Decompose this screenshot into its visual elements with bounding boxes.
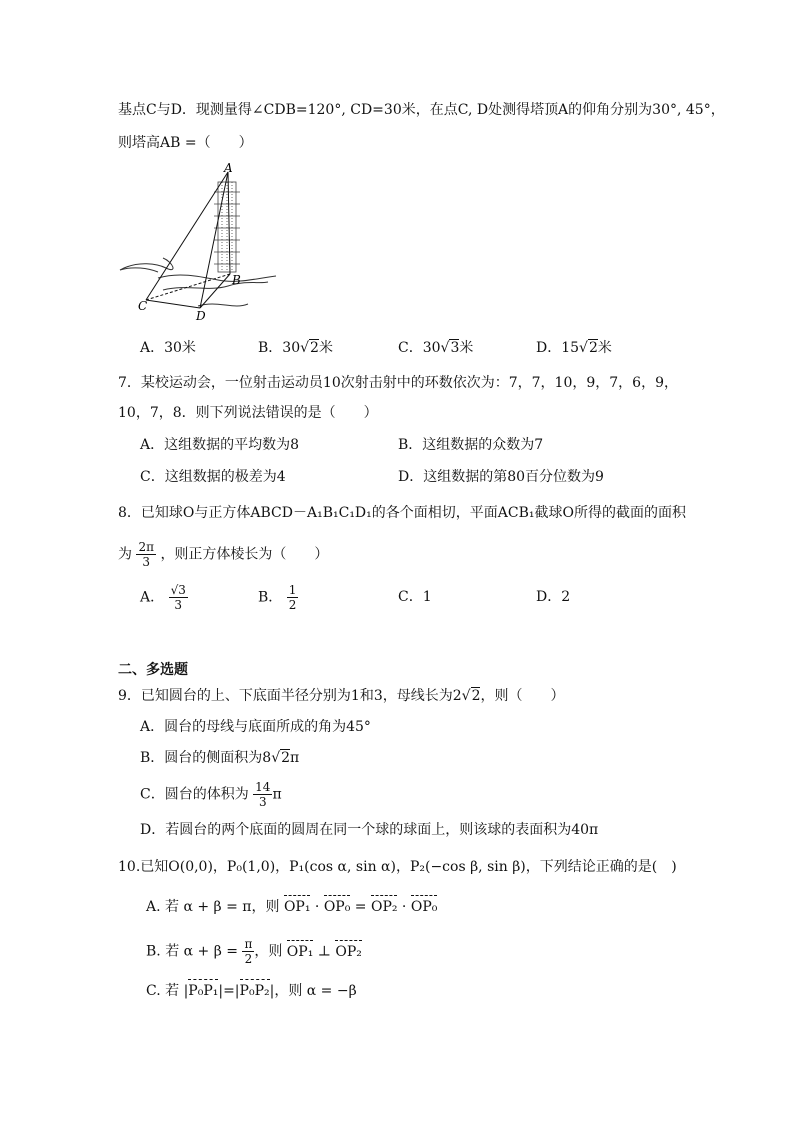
pagoda-geometry-figure xyxy=(118,160,278,325)
q7-line1: 7．某校运动会，一位射击运动员10次射击射中的环数依次为：7，7，10，9，7，6，9， xyxy=(118,375,678,391)
section-heading-multiple-choice: 二、多选题 xyxy=(118,662,188,678)
label-B: B xyxy=(232,273,241,287)
q6-option-a[interactable]: A．30米 xyxy=(140,340,196,356)
q9-option-a[interactable]: A．圆台的母线与底面所成的角为45° xyxy=(140,719,371,735)
q6-line1: 基点C与D．现测量得∠CDB=120°, CD=30米，在点C, D处测得塔顶A的仰角分别为30°, 45°， xyxy=(118,102,725,118)
q8-option-a[interactable]: A． $\frac{√3}{3}$ xyxy=(140,583,186,612)
q8-option-b[interactable]: B． $\frac{1}{2}$ xyxy=(258,583,297,612)
q6-option-b[interactable]: B．30√2米 xyxy=(258,340,333,356)
q7-option-a[interactable]: A．这组数据的平均数为8 xyxy=(140,437,300,453)
q6-option-d[interactable]: D．15√2米 xyxy=(536,340,612,356)
pagoda-drawing xyxy=(214,182,240,272)
q9-option-b[interactable]: B．圆台的侧面积为8√2π xyxy=(140,750,300,766)
q9-line1: 9．已知圆台的上、下底面半径分别为1和3，母线长为2√2，则（ ） xyxy=(118,688,565,704)
q9-option-d[interactable]: D．若圆台的两个底面的圆周在同一个球的球面上，则该球的表面积为40π xyxy=(140,822,599,838)
q10-option-b[interactable]: B. 若 α + β = $\frac{\pi}{2}$ ，则 OP₁ ⊥ OP₂ xyxy=(146,937,362,966)
q8-line2: 为 $\frac{2\pi}{3}$ ，则正方体棱长为（ ） xyxy=(118,540,329,569)
q10-option-c[interactable]: C. 若 |P₀P₁|=|P₀P₂|，则 α = −β xyxy=(146,983,357,999)
label-D: D xyxy=(196,309,206,323)
q8-option-c[interactable]: C．1 xyxy=(398,589,432,605)
q8-line1: 8．已知球O与正方体ABCD－A₁B₁C₁D₁的各个面相切，平面ACB₁截球O所得的截面的面积 xyxy=(118,505,686,521)
q7-line2: 10，7，8．则下列说法错误的是（ ） xyxy=(118,405,378,421)
q6-line2: 则塔高AB =（ ） xyxy=(118,135,253,151)
label-C: C xyxy=(138,299,148,313)
q8-option-d[interactable]: D．2 xyxy=(536,589,571,605)
q9-option-c[interactable]: C．圆台的体积为 $\frac{14}{3}$ π xyxy=(140,780,282,809)
label-A: A xyxy=(224,161,233,175)
q10-line1: 10.已知O(0,0)，P₀(1,0)，P₁(cos α, sin α)，P₂(−cos β, sin β)，下列结论正确的是( ) xyxy=(118,859,677,875)
q6-option-c[interactable]: C．30√3米 xyxy=(398,340,474,356)
q10-option-a[interactable]: A. 若 α + β = π，则 OP₁ · OP₀ = OP₂ · OP₀ xyxy=(146,899,438,915)
q7-option-d[interactable]: D．这组数据的第80百分位数为9 xyxy=(398,469,604,485)
q8-fraction: $\frac{2\pi}{3}$ xyxy=(138,540,154,569)
q7-option-c[interactable]: C．这组数据的极差为4 xyxy=(140,469,286,485)
q7-option-b[interactable]: B．这组数据的众数为7 xyxy=(398,437,544,453)
